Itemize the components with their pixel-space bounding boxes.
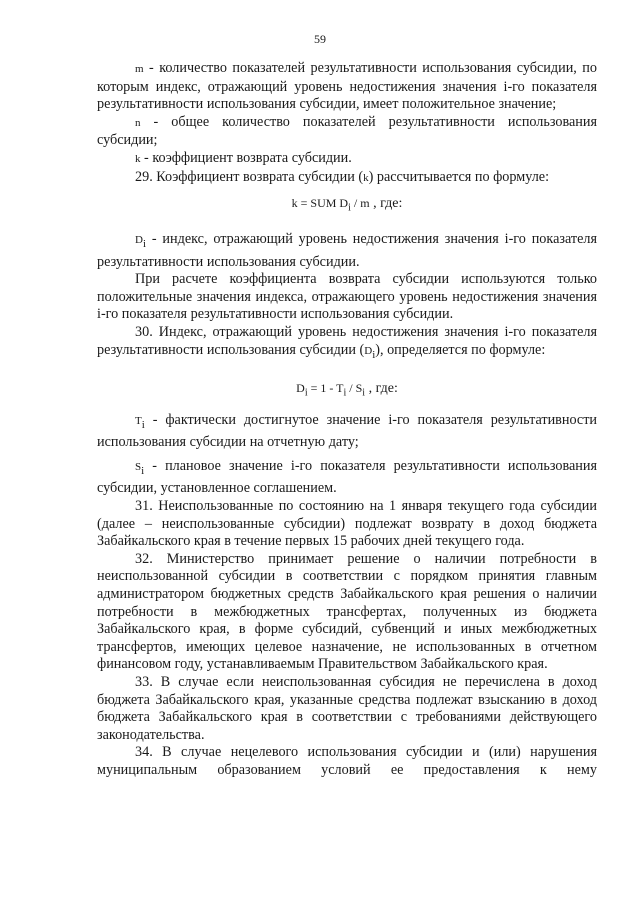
paragraph-33: 33. В случае если неиспользованная субсидия не перечислена в доход бюджета Забайкальского края, указанные средства подлежат взысканию в доход бюджета Забайкальского края в соответствии с требованиями действующего законодательства.	[97, 673, 597, 743]
paragraph-positive-values: При расчете коэффициента возврата субсидии используются только положительные значения индекса, отражающего уровень недостижения значения i-го показателя результативности использования субсидии.	[97, 271, 597, 323]
paragraph-29: 29. Коэффициент возврата субсидии (k) рассчитывается по формуле:	[135, 168, 550, 185]
definition-si: $S_i$ - плановое значение i-го показателя результативности использования субсидии, установленное соглашением.	[97, 457, 597, 497]
symbol-n: n	[135, 116, 141, 129]
definition-di: $D_i$ - индекс, отражающий уровень недостижения значения i-го показателя результативности использования субсидии.	[97, 231, 597, 270]
symbol-k: k	[135, 152, 141, 165]
formula-k: k = SUM $D_i$ / m , где:	[291, 196, 403, 214]
page-number: 59	[314, 32, 326, 46]
paragraph-31: 31. Неиспользованные по состоянию на 1 января текущего года субсидии (далее – неиспользованные субсидии) подлежат возврату в доход бюджета Забайкальского края в течение первых 15 рабочих дней текущего года.	[97, 497, 597, 550]
document-body	[97, 60, 597, 779]
paragraph-30: 30. Индекс, отражающий уровень недостижения значения i-го показателя результативности использования субсидии $(D_i)$, определяется по формуле:	[97, 323, 597, 361]
paragraph-34: 34. В случае нецелевого использования субсидии и (или) нарушения муниципальным образованием условий ее предоставления к нему	[97, 744, 597, 778]
definition-m: m - количество показателей результативности использования субсидии, по которым индекс, отражающий уровень недостижения значения i-го показателя результативности использования субсидии, имеет положительное значение;	[97, 60, 597, 113]
symbol-k: k	[363, 171, 369, 184]
formula-di: $D_i = 1 - T_i / S_i$ , где:	[296, 380, 398, 399]
definition-n: n - общее количество показателей результативности использования субсидии;	[97, 113, 597, 149]
definition-k: k - коэффициент возврата субсидии.	[135, 149, 352, 166]
definition-ti: $T_i$ - фактически достигнутое значение i-го показателя результативности использования субсидии на отчетную дату;	[97, 411, 597, 451]
paragraph-32: 32. Министерство принимает решение о наличии потребности в неиспользованной субсидии в соответствии с порядком принятия главным администратором бюджетных средств Забайкальского края решения о наличии потребности в межбюджетных трансфертах, полученных из бюджета Забайкальского края, в форме субсидий, субвенций и иных межбюджетных трансфертов, имеющих целевое назначение, не использованных в отчетном финансовом году, устанавливаемым Правительством Забайкальского края.	[97, 550, 597, 673]
symbol-m: m	[135, 63, 144, 75]
